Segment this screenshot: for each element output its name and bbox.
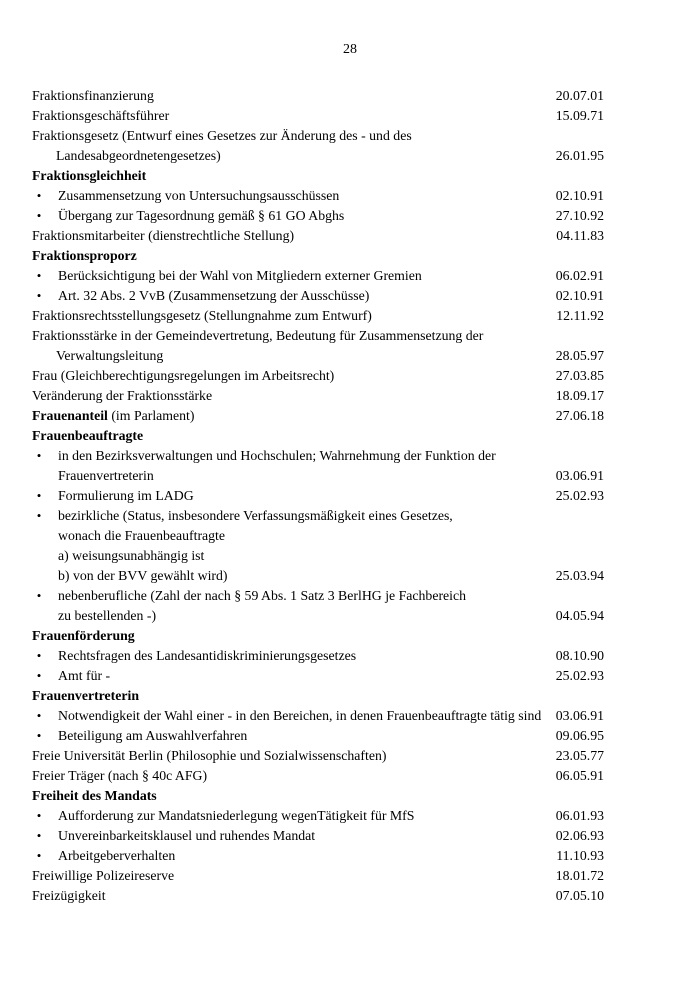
entry-label: Notwendigkeit der Wahl einer - in den Bereichen, in denen Frauenbeauftragte tätig sind: [58, 708, 542, 723]
entry-text: [58, 606, 156, 626]
entry-text: [58, 726, 247, 746]
entry-date: 25.02.93: [555, 668, 604, 683]
entry-text: [32, 306, 372, 326]
entry-date: 28.05.97: [555, 348, 604, 363]
entry-text: [58, 666, 110, 686]
entry-text: [58, 186, 339, 206]
index-subentry: [32, 826, 604, 846]
entry-label: Freizügigkeit: [32, 888, 106, 903]
index-heading: [32, 246, 604, 266]
entry-label: Aufforderung zur Mandatsniederlegung wegenTätigkeit für MfS: [58, 808, 415, 823]
entry-date: 25.03.94: [555, 568, 604, 583]
entry-label: Übergang zur Tagesordnung gemäß § 61 GO Abghs: [58, 208, 345, 223]
index-entry: [32, 346, 604, 366]
entry-date: 25.02.93: [555, 488, 604, 503]
index-entry: [32, 326, 604, 346]
entry-text: [32, 626, 135, 646]
entry-text: [32, 86, 154, 106]
entry-label: Freie Universität Berlin (Philosophie und Sozialwissenschaften): [32, 748, 387, 763]
entry-text: [58, 546, 204, 566]
entry-label: Formulierung im LADG: [58, 488, 194, 503]
index-entry: [32, 526, 604, 546]
index-entry: [32, 126, 604, 146]
bullet-icon: •: [36, 648, 42, 663]
page-number: 28: [343, 42, 357, 57]
index-subentry: [32, 186, 604, 206]
index-subentry: [32, 506, 604, 526]
entry-label-suffix: (im Parlament): [107, 408, 195, 423]
entry-date: 15.09.71: [555, 108, 604, 123]
entry-text: [32, 426, 143, 446]
entry-date: 02.10.91: [555, 288, 604, 303]
entry-text: [32, 386, 212, 406]
index-subentry: [32, 846, 604, 866]
entry-label: Verwaltungsleitung: [56, 348, 164, 363]
index-subentry: [32, 666, 604, 686]
index-subentry: [32, 206, 604, 226]
entry-label: Frauenbeauftragte: [32, 428, 144, 443]
bullet-icon: •: [36, 728, 42, 743]
entry-text: [58, 266, 422, 286]
entry-text: [58, 566, 228, 586]
bullet-icon: •: [36, 188, 42, 203]
entry-text: [32, 406, 194, 426]
index-entry: [32, 546, 604, 566]
entry-label: Art. 32 Abs. 2 VvB (Zusammensetzung der Ausschüsse): [58, 288, 370, 303]
entry-text: [32, 746, 386, 766]
index-entry: [32, 886, 604, 906]
index-subentry: [32, 586, 604, 606]
index-subentry: [32, 286, 604, 306]
entry-date: 18.01.72: [555, 868, 604, 883]
entry-label: Berücksichtigung bei der Wahl von Mitgliedern externer Gremien: [58, 268, 422, 283]
entry-text: [32, 126, 412, 146]
index-entry: [32, 866, 604, 886]
bullet-icon: •: [36, 708, 42, 723]
entry-text: [56, 146, 221, 166]
entry-text: [58, 286, 369, 306]
entry-date: 20.07.01: [555, 88, 604, 103]
index-heading: [32, 786, 604, 806]
index-entry: [32, 606, 604, 626]
entry-label: Freiwillige Polizeireserve: [32, 868, 175, 883]
entry-label: Freier Träger (nach § 40c AFG): [32, 768, 208, 783]
entry-date: 26.01.95: [555, 148, 604, 163]
entry-label: Fraktionsmitarbeiter (dienstrechtliche Stellung): [32, 228, 295, 243]
entry-date: 12.11.92: [556, 308, 604, 323]
entry-label: Rechtsfragen des Landesantidiskriminierungsgesetzes: [58, 648, 357, 663]
entry-label: Frauenförderung: [32, 628, 135, 643]
entry-text: [58, 526, 225, 546]
entry-label: Fraktionsgeschäftsführer: [32, 108, 170, 123]
entry-date: 04.05.94: [555, 608, 604, 623]
index-heading: [32, 406, 604, 426]
entry-label: Arbeitgeberverhalten: [58, 848, 176, 863]
bullet-icon: •: [36, 668, 42, 683]
index-list: [32, 86, 604, 906]
index-subentry: [32, 486, 604, 506]
entry-label: Beteiligung am Auswahlverfahren: [58, 728, 248, 743]
entry-date: 03.06.91: [555, 708, 604, 723]
index-subentry: [32, 806, 604, 826]
entry-text: [58, 486, 194, 506]
entry-text: [58, 506, 453, 526]
index-entry: [32, 106, 604, 126]
entry-date: 23.05.77: [555, 748, 604, 763]
index-entry: [32, 146, 604, 166]
entry-label: Unvereinbarkeitsklausel und ruhendes Mandat: [58, 828, 316, 843]
entry-label: in den Bezirksverwaltungen und Hochschulen; Wahrnehmung der Funktion der: [58, 448, 496, 463]
entry-label: b) von der BVV gewählt wird): [58, 568, 228, 583]
entry-date: 06.01.93: [555, 808, 604, 823]
entry-label: Zusammensetzung von Untersuchungsausschüssen: [58, 188, 340, 203]
index-heading: [32, 426, 604, 446]
bullet-icon: •: [36, 268, 42, 283]
entry-date: 07.05.10: [555, 888, 604, 903]
index-subentry: [32, 266, 604, 286]
entry-text: [58, 806, 414, 826]
entry-date: 04.11.83: [556, 228, 604, 243]
entry-date: 02.10.91: [555, 188, 604, 203]
index-heading: [32, 166, 604, 186]
entry-label: Landesabgeordnetengesetzes): [56, 148, 221, 163]
entry-text: [58, 446, 496, 466]
entry-text: [58, 826, 315, 846]
entry-label: Fraktionsfinanzierung: [32, 88, 154, 103]
index-entry: [32, 386, 604, 406]
entry-date: 27.03.85: [555, 368, 604, 383]
index-heading: [32, 686, 604, 706]
entry-text: [32, 686, 139, 706]
entry-text: [32, 166, 146, 186]
entry-text: [32, 766, 207, 786]
entry-text: [58, 646, 356, 666]
bullet-icon: •: [36, 508, 42, 523]
entry-text: [58, 846, 175, 866]
entry-label: Fraktionsgleichheit: [32, 168, 147, 183]
bullet-icon: •: [36, 208, 42, 223]
entry-date: 11.10.93: [556, 848, 604, 863]
entry-date: 03.06.91: [555, 468, 604, 483]
entry-date: 08.10.90: [555, 648, 604, 663]
index-entry: [32, 466, 604, 486]
entry-label: Fraktionsgesetz (Entwurf eines Gesetzes zur Änderung des - und des: [32, 128, 412, 143]
index-entry: [32, 306, 604, 326]
bullet-icon: •: [36, 488, 42, 503]
entry-label: Veränderung der Fraktionsstärke: [32, 388, 213, 403]
bullet-icon: •: [36, 448, 42, 463]
entry-label: nebenberufliche (Zahl der nach § 59 Abs. 1 Satz 3 BerlHG je Fachbereich: [58, 588, 467, 603]
entry-text: [58, 206, 344, 226]
index-heading: [32, 626, 604, 646]
bullet-icon: •: [36, 848, 42, 863]
bullet-icon: •: [36, 288, 42, 303]
entry-text: [32, 106, 169, 126]
bullet-icon: •: [36, 828, 42, 843]
index-subentry: [32, 446, 604, 466]
entry-date: 06.05.91: [555, 768, 604, 783]
entry-text: [32, 786, 157, 806]
index-entry: [32, 366, 604, 386]
entry-label: Amt für -: [58, 668, 111, 683]
index-subentry: [32, 726, 604, 746]
entry-date: 06.02.91: [555, 268, 604, 283]
entry-label: Fraktionsproporz: [32, 248, 137, 263]
entry-label: Frauenvertreterin: [32, 688, 140, 703]
entry-label: Frau (Gleichberechtigungsregelungen im Arbeitsrecht): [32, 368, 335, 383]
bullet-icon: •: [36, 808, 42, 823]
index-entry: [32, 566, 604, 586]
entry-text: [32, 366, 334, 386]
index-subentry: [32, 706, 604, 726]
index-entry: [32, 766, 604, 786]
entry-label: bezirkliche (Status, insbesondere Verfassungsmäßigkeit eines Gesetzes,: [58, 508, 453, 523]
entry-label: a) weisungsunabhängig ist: [58, 548, 205, 563]
index-entry: [32, 86, 604, 106]
bullet-icon: •: [36, 588, 42, 603]
index-entry: [32, 746, 604, 766]
entry-date: 18.09.17: [555, 388, 604, 403]
entry-label: Fraktionsrechtsstellungsgesetz (Stellungnahme zum Entwurf): [32, 308, 372, 323]
index-entry: [32, 226, 604, 246]
index-subentry: [32, 646, 604, 666]
entry-date: 27.10.92: [555, 208, 604, 223]
entry-label: zu bestellenden -): [58, 608, 157, 623]
entry-text: [32, 226, 294, 246]
entry-text: [56, 346, 163, 366]
entry-text: [32, 866, 174, 886]
entry-label: Fraktionsstärke in der Gemeindevertretung, Bedeutung für Zusammensetzung der: [32, 328, 484, 343]
entry-text: [32, 326, 483, 346]
entry-label: Frauenanteil: [32, 408, 108, 423]
entry-text: [58, 586, 466, 606]
entry-date: 27.06.18: [555, 408, 604, 423]
entry-label: wonach die Frauenbeauftragte: [58, 528, 226, 543]
entry-text: [58, 466, 154, 486]
entry-date: 02.06.93: [555, 828, 604, 843]
entry-text: [32, 246, 137, 266]
entry-date: 09.06.95: [555, 728, 604, 743]
entry-text: [32, 886, 106, 906]
entry-label: Freiheit des Mandats: [32, 788, 157, 803]
entry-text: [58, 706, 541, 726]
entry-label: Frauenvertreterin: [58, 468, 154, 483]
